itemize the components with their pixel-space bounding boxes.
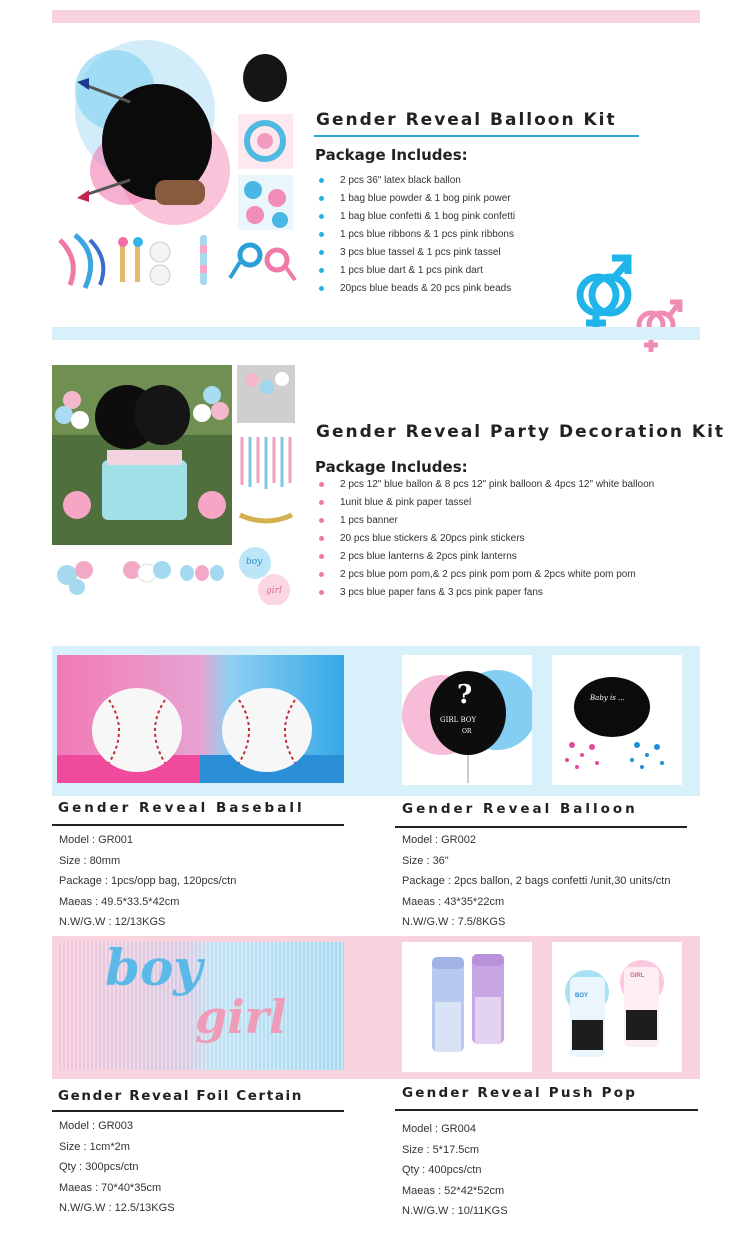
list-item: 20pcs blue beads & 20 pcs pink beads: [316, 280, 515, 298]
list-item: 3 pcs blue paper fans & 3 pcs pink paper fans: [316, 584, 654, 602]
balloon-kit-image: [55, 30, 300, 298]
list-item: 1 bag blue confetti & 1 bog pink confetti: [316, 208, 515, 226]
spec-measure: Maeas : 52*42*52cm: [402, 1184, 505, 1197]
spec-qty: Qty : 300pcs/ctn: [59, 1161, 139, 1173]
foil-girl-word: girl: [195, 990, 287, 1044]
list-item: 2 pcs blue lanterns & 2pcs pink lanterns: [316, 548, 654, 566]
paper-tassel: [237, 435, 295, 495]
spec-model: Model : GR001: [59, 834, 133, 846]
tassels: [60, 235, 103, 288]
foil-boy-word: boy: [105, 938, 203, 997]
spec-model: Model : GR003: [59, 1120, 133, 1132]
list-item: 1 pcs banner: [316, 512, 654, 530]
product-specs: [59, 1116, 175, 1219]
balloon-kit-items: [316, 172, 515, 298]
spec-weight: N.W/G.W : 12.5/13KGS: [59, 1202, 175, 1214]
sticker-boy-label: boy: [246, 557, 263, 567]
pop-boy-label: BOY: [575, 993, 589, 999]
baby-balloon-image: [552, 655, 682, 785]
spec-measure: Maeas : 49.5*33.5*42cm: [59, 895, 180, 908]
spec-model: Model : GR002: [402, 834, 476, 846]
push-pop-image: [402, 942, 532, 1072]
party-kit-title: Gender Reveal Party Decoration Kit: [316, 422, 726, 442]
spec-package: Package : 1pcs/opp bag, 120pcs/ctn: [59, 875, 237, 887]
spec-measure: Maeas : 43*35*22cm: [402, 895, 505, 908]
spec-qty: Qty : 400pcs/ctn: [402, 1164, 482, 1176]
sticker-girl-label: girl: [266, 586, 282, 596]
product-title-underline: [395, 826, 687, 828]
party-kit-image: [52, 365, 297, 605]
party-kit-items: [316, 476, 654, 602]
product-specs: [402, 830, 670, 933]
spec-size: Size : 5*17.5cm: [402, 1143, 480, 1156]
list-item: 1 pcs blue ribbons & 1 pcs pink ribbons: [316, 226, 515, 244]
balloon-kit-title: Gender Reveal Balloon Kit: [316, 110, 617, 130]
balloon-or-text: OR: [462, 728, 472, 735]
gender-symbols-icon: [568, 240, 688, 360]
list-item: 2 pcs 36" latex black ballon: [316, 172, 515, 190]
product-specs: [402, 1119, 508, 1222]
small-black-balloon: [243, 54, 287, 102]
middle-blue-band: [52, 327, 700, 340]
list-item: 3 pcs blue tassel & 1 pcs pink tassel: [316, 244, 515, 262]
spec-model: Model : GR004: [402, 1123, 476, 1135]
list-item: 1 bag blue powder & 1 bog pink power: [316, 190, 515, 208]
spec-size: Size : 36": [402, 854, 449, 867]
spec-measure: Maeas : 70*40*35cm: [59, 1181, 162, 1194]
balloon-kit-package-label: Package Includes:: [315, 146, 468, 164]
party-kit-package-label: Package Includes:: [315, 458, 468, 476]
product-title: Gender Reveal Push Pop: [402, 1085, 638, 1101]
spec-size: Size : 80mm: [59, 854, 121, 867]
spec-package: Package : 2pcs ballon, 2 bags confetti /unit,30 units/ctn: [402, 875, 671, 887]
list-item: 1 pcs blue dart & 1 pcs pink dart: [316, 262, 515, 280]
list-item: 20 pcs blue stickers & 20pcs pink stickers: [316, 530, 654, 548]
list-item: 2 pcs 12" blue ballon & 8 pcs 12" pink balloon & 4pcs 12" white balloon: [316, 476, 654, 494]
balloon-question-mark: ?: [457, 680, 473, 710]
product-title: Gender Reveal Foil Certain: [58, 1088, 303, 1104]
list-item: 2 pcs blue pom pom,& 2 pcs pink pom pom & 2pcs white pom pom: [316, 566, 654, 584]
list-item: 1unit blue & pink paper tassel: [316, 494, 654, 512]
ribbons: [230, 245, 295, 280]
baby-balloon-text: Baby is ...: [590, 694, 625, 702]
balloon-girl-boy-text: GIRL BOY: [440, 716, 477, 724]
spec-weight: N.W/G.W : 10/11KGS: [402, 1205, 508, 1217]
push-pop-packed-image: [552, 942, 682, 1072]
product-title: Gender Reveal Baseball: [58, 800, 305, 816]
spec-size: Size : 1cm*2m: [59, 1140, 130, 1153]
spec-weight: N.W/G.W : 7.5/8KGS: [402, 916, 506, 928]
balloon-kit-title-underline: [314, 135, 639, 137]
product-title-underline: [52, 824, 344, 826]
baseball-ball: [222, 688, 312, 772]
product-title: Gender Reveal Balloon: [402, 801, 638, 817]
spec-weight: N.W/G.W : 12/13KGS: [59, 916, 166, 928]
top-pink-band: [52, 10, 700, 23]
baseball-ball: [92, 688, 182, 772]
product-title-underline: [395, 1109, 698, 1111]
product-title-underline: [52, 1110, 344, 1112]
baseball-image: [57, 655, 344, 783]
product-specs: [59, 830, 236, 933]
pop-girl-label: GIRL: [630, 973, 645, 979]
